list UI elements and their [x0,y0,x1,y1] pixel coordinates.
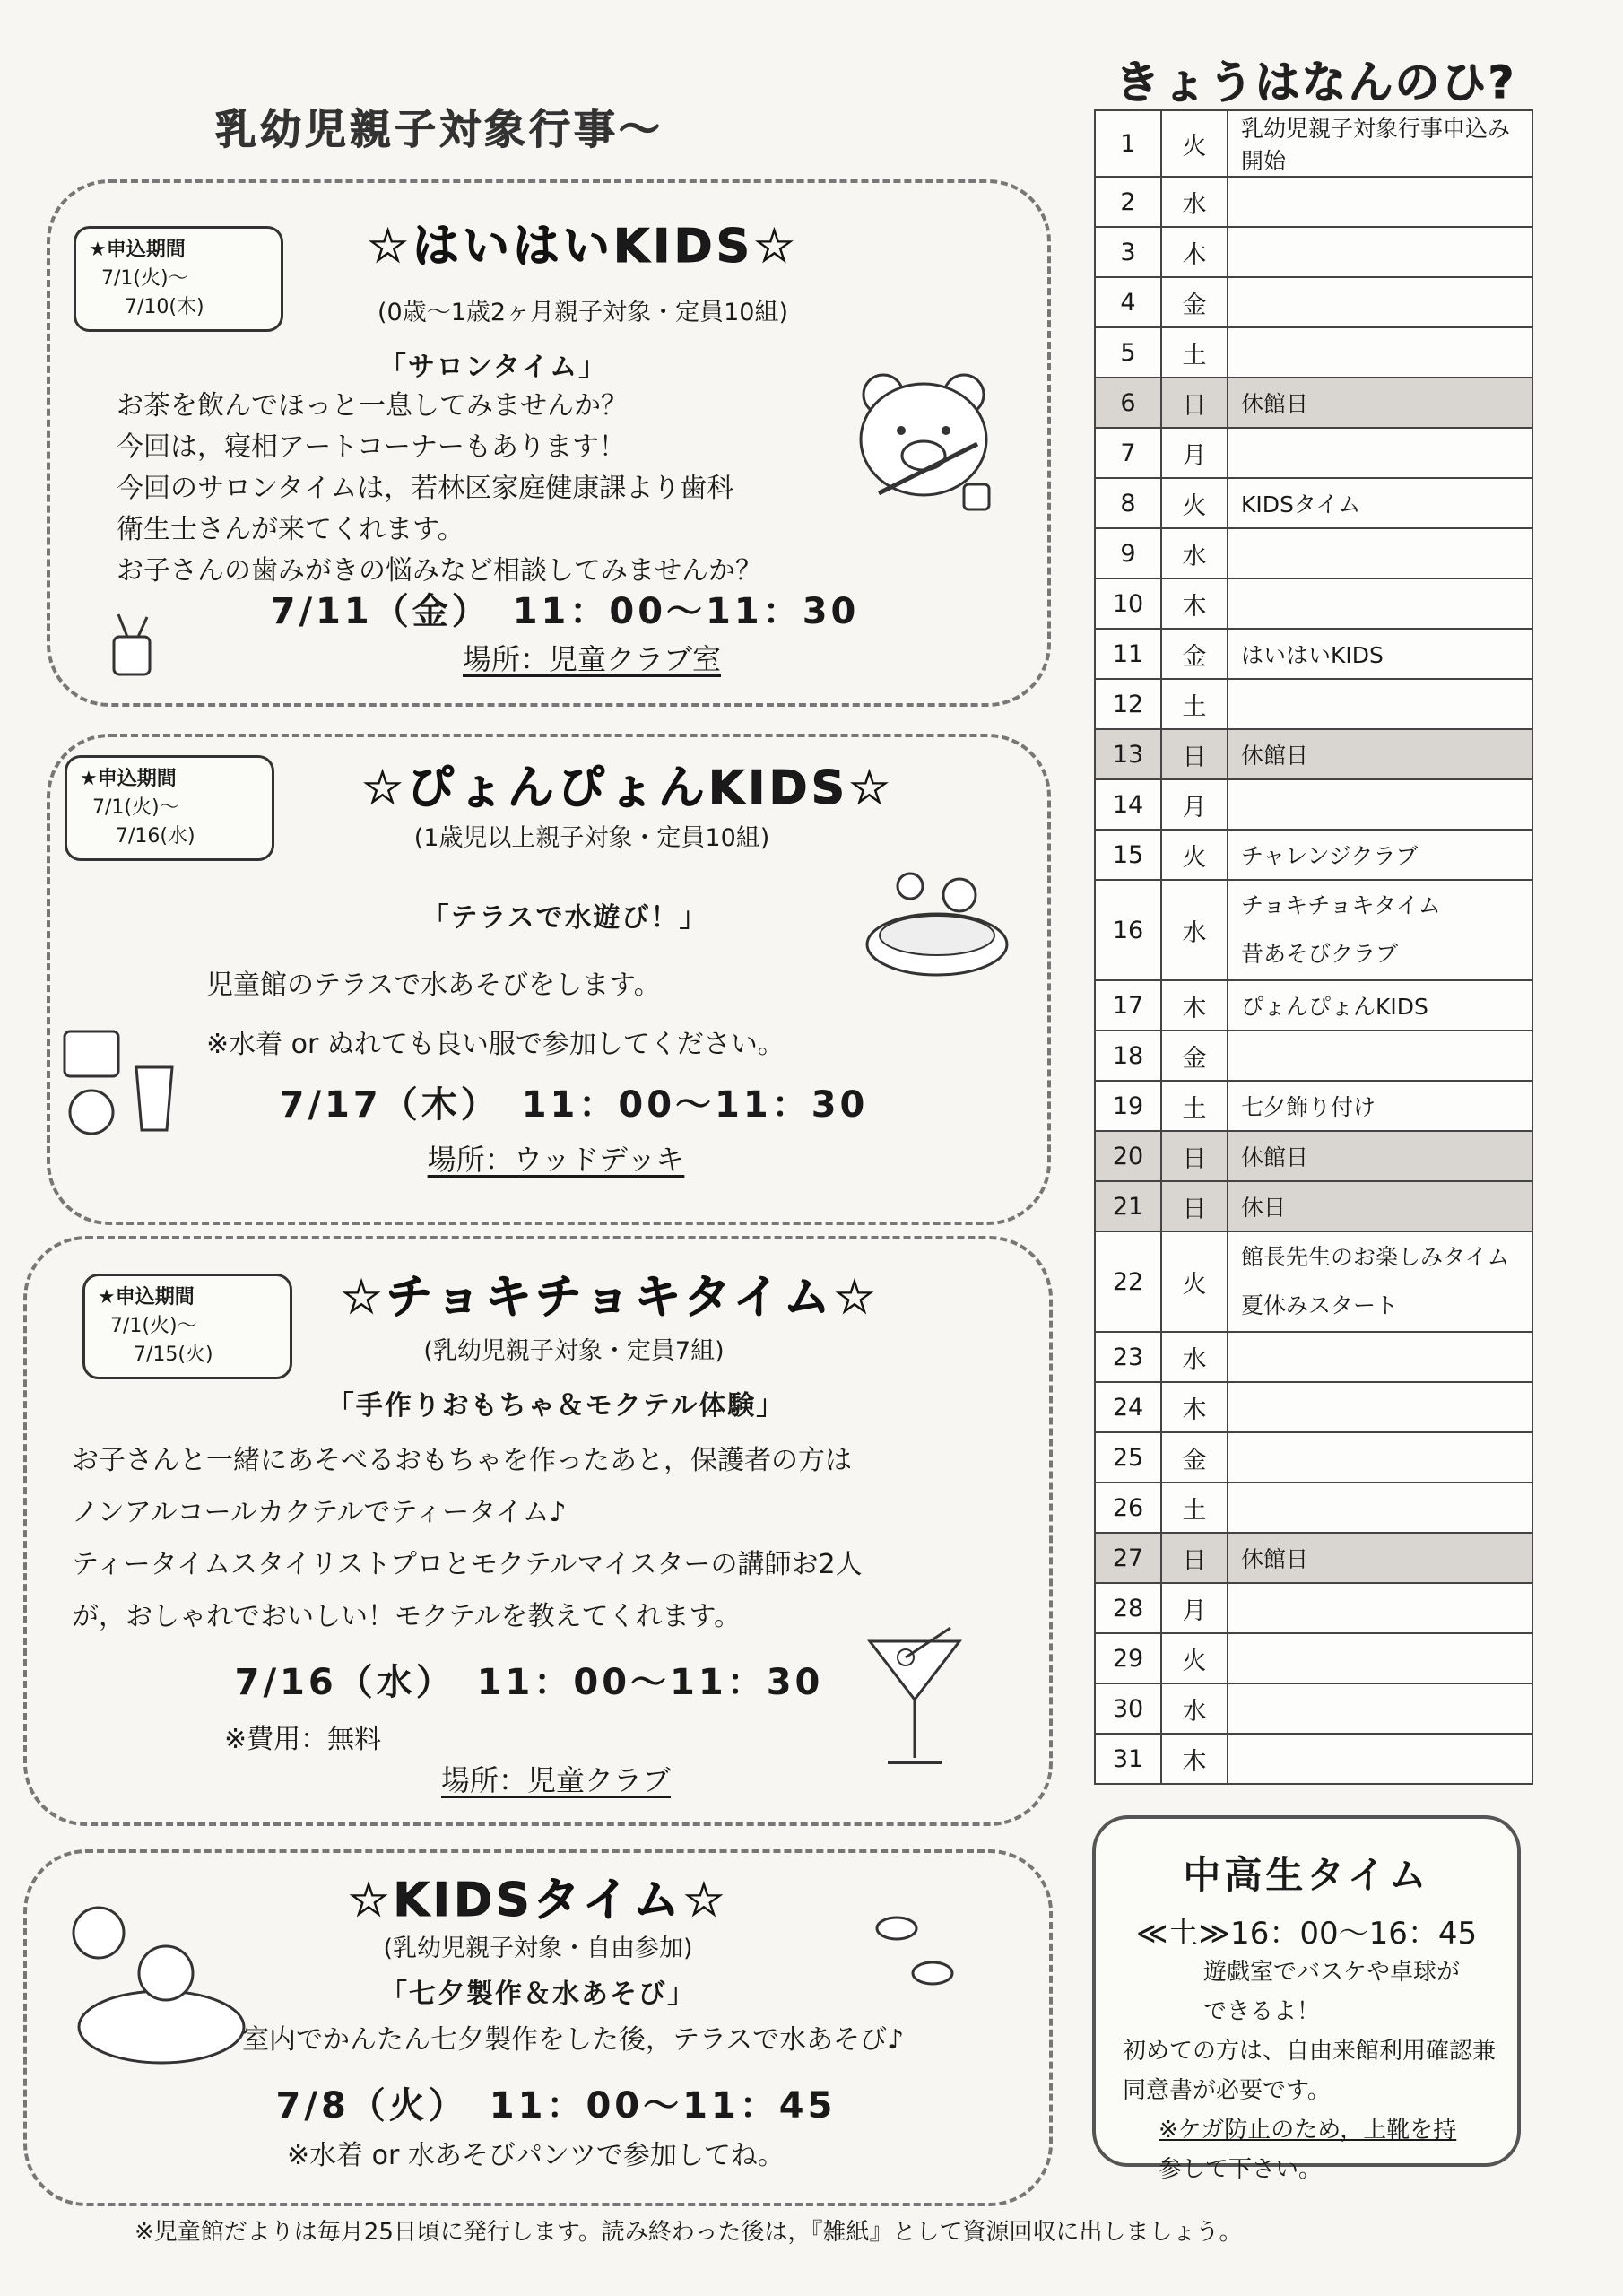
calendar-weekday: 月 [1161,779,1228,830]
calendar-weekday: 日 [1161,1181,1228,1231]
deadline-from: 7/1(火)〜 [101,267,188,290]
calendar-event [1228,629,1532,679]
calendar-weekday: 火 [1161,110,1228,177]
calendar-date: 5 [1095,327,1161,378]
calendar-event-text: 七夕飾り付け [1241,1094,1376,1120]
calendar-date: 6 [1095,378,1161,428]
calendar-weekday: 火 [1161,1633,1228,1683]
event-place: 場所：児童クラブ [440,1763,671,1797]
event-subtitle: (0歳〜1歳2ヶ月親子対象・定員10組) [378,299,788,326]
calendar-date: 12 [1095,679,1161,729]
calendar-weekday: 木 [1161,1734,1228,1784]
calendar-row [1095,629,1532,679]
deadline-label: ★申込期間 [98,1286,195,1309]
calendar-event-text: KIDSタイム [1241,491,1361,517]
calendar-row [1095,779,1532,830]
calendar-date: 21 [1095,1181,1161,1231]
calendar-weekday: 土 [1161,327,1228,378]
calendar-event [1228,880,1532,980]
calendar-date: 16 [1095,880,1161,980]
calendar-date: 18 [1095,1031,1161,1081]
calendar-weekday: 月 [1161,428,1228,478]
calendar-event-text: 休日 [1241,1195,1287,1221]
teen-line: できるよ！ [1203,1998,1321,2025]
calendar-title: きょうはなんのひ? [1115,57,1516,109]
calendar-event [1228,110,1532,177]
calendar-weekday: 水 [1161,528,1228,578]
calendar-date: 3 [1095,227,1161,277]
calendar-event [1228,277,1532,327]
calendar-date: 20 [1095,1131,1161,1181]
event-datetime: 7/8（火） 11：00〜11：45 [275,2085,837,2126]
calendar-row [1095,1432,1532,1483]
event-title: ☆ぴょんぴょんKIDS☆ [361,761,894,815]
event-title: ☆はいはいKIDS☆ [367,220,799,274]
event-datetime: 7/16（水） 11：00〜11：30 [234,1662,824,1703]
teen-time-box [1092,1815,1521,2183]
calendar-event [1228,980,1532,1031]
calendar-date: 24 [1095,1382,1161,1432]
calendar-event [1228,1131,1532,1181]
swimwear-icon [56,996,190,1148]
calendar-event [1228,1533,1532,1583]
calendar-row [1095,277,1532,327]
calendar-date: 14 [1095,779,1161,830]
calendar-event [1228,1483,1532,1533]
footer-note: ※児童館だよりは毎月25日頃に発行します。読み終わった後は，『雑紙』として資源回収に出しましょう。 [135,2219,1243,2246]
event-theme: 「七夕製作＆水あそび」 [380,1979,696,2010]
calendar-weekday: 火 [1161,478,1228,528]
calendar-row [1095,1031,1532,1081]
calendar-weekday: 金 [1161,1432,1228,1483]
calendar-row [1095,1231,1532,1332]
calendar-weekday: 日 [1161,1131,1228,1181]
calendar-row [1095,980,1532,1031]
calendar-row [1095,1734,1532,1784]
calendar-date: 22 [1095,1231,1161,1332]
deadline-to: 7/15(火) [134,1344,213,1366]
calendar-date: 2 [1095,177,1161,227]
calendar-date: 27 [1095,1533,1161,1583]
calendar-event [1228,428,1532,478]
calendar-event-text: 休館日 [1241,391,1309,417]
calendar-event-text: 夏休みスタート [1241,1292,1399,1318]
calendar-date: 1 [1095,110,1161,177]
calendar-event [1228,1382,1532,1432]
event-note: ※水着 or 水あそびパンツで参加してね。 [287,2140,785,2171]
teen-line: 同意書が必要です。 [1123,2077,1331,2104]
calendar-event-text: 乳幼児親子対象行事申込み開始 [1241,116,1511,174]
calendar-row [1095,378,1532,428]
deadline-to: 7/16(水) [116,825,195,848]
deadline-box [74,226,283,332]
goldfish-icon [861,1901,968,2000]
calendar-weekday: 土 [1161,1483,1228,1533]
event-place: 場所：ウッドデッキ [427,1143,685,1177]
calendar-row [1095,729,1532,779]
calendar-date: 15 [1095,830,1161,880]
event-datetime: 7/17（木） 11：00〜11：30 [279,1084,869,1126]
calendar-weekday: 水 [1161,1332,1228,1382]
calendar-weekday: 日 [1161,1533,1228,1583]
calendar-event-text: はいはいKIDS [1241,642,1384,668]
event-theme: 「サロンタイム」 [378,352,608,383]
calendar-event [1228,1081,1532,1131]
calendar-date: 9 [1095,528,1161,578]
calendar-event [1228,177,1532,227]
teen-time-title: 中高生タイム [1183,1853,1430,1897]
calendar-event [1228,779,1532,830]
body-line: お茶を飲んでほっと一息してみませんか？ [117,390,628,422]
calendar-date: 26 [1095,1483,1161,1533]
calendar-event [1228,578,1532,629]
calendar-date: 8 [1095,478,1161,528]
calendar-event [1228,378,1532,428]
deadline-from: 7/1(火)〜 [92,796,179,819]
deadline-from: 7/1(火)〜 [110,1315,197,1337]
calendar-row [1095,1332,1532,1382]
calendar-row [1095,177,1532,227]
calendar-event [1228,1231,1532,1332]
calendar-weekday: 火 [1161,830,1228,880]
calendar-event-text: チャレンジクラブ [1241,843,1419,869]
event-theme: 「テラスで水遊び！」 [421,902,708,934]
calendar-date: 30 [1095,1683,1161,1734]
body-line: お子さんと一緒にあそべるおもちゃを作ったあと，保護者の方は [72,1445,852,1476]
deadline-box [65,755,274,861]
calendar-event [1228,1181,1532,1231]
calendar-date: 4 [1095,277,1161,327]
teen-time-schedule: ≪土≫16：00〜16：45 [1135,1916,1478,1952]
calendar-row [1095,1583,1532,1633]
calendar-weekday: 金 [1161,277,1228,327]
event-fee: ※費用：無料 [224,1724,382,1755]
body-line: ティータイムスタイリストプロとモクテルマイスターの講師お2人 [72,1549,863,1580]
calendar-event [1228,1031,1532,1081]
toothbrush-cup-icon [100,610,163,682]
calendar-event-text: チョキチョキタイム [1241,892,1441,918]
body-line: が，おしゃれでおいしい！モクテルを教えてくれます。 [72,1601,742,1632]
calendar-date: 10 [1095,578,1161,629]
calendar-weekday: 金 [1161,629,1228,679]
calendar-table [1094,109,1533,1785]
calendar-row [1095,478,1532,528]
calendar-weekday: 火 [1161,1231,1228,1332]
calendar-date: 13 [1095,729,1161,779]
calendar-weekday: 水 [1161,880,1228,980]
event-subtitle: (乳幼児親子対象・定員7組) [423,1337,725,1365]
calendar-weekday: 木 [1161,980,1228,1031]
calendar-event-text: 休館日 [1241,1546,1309,1572]
event-subtitle: (1歳児以上親子対象・定員10組) [413,824,770,852]
calendar-event [1228,1633,1532,1683]
section-header: 乳幼児親子対象行事〜 [215,105,664,153]
calendar-event [1228,327,1532,378]
calendar-date: 19 [1095,1081,1161,1131]
calendar-weekday: 土 [1161,1081,1228,1131]
calendar-event [1228,679,1532,729]
calendar-date: 25 [1095,1432,1161,1483]
calendar-event-text: 休館日 [1241,1144,1309,1170]
calendar-event-text: 昔あそびクラブ [1241,941,1399,967]
event-subtitle: (乳幼児親子対象・自由参加) [383,1935,693,1962]
calendar-event-text: 休館日 [1241,743,1309,769]
calendar-row [1095,830,1532,880]
calendar-event [1228,1583,1532,1633]
teen-line: 参して下さい。 [1159,2156,1323,2183]
calendar-weekday: 月 [1161,1583,1228,1633]
calendar-weekday: 水 [1161,177,1228,227]
calendar-row [1095,578,1532,629]
calendar-date: 7 [1095,428,1161,478]
calendar-event [1228,528,1532,578]
body-line: ※水着 or ぬれても良い服で参加してください。 [206,1029,785,1060]
calendar-weekday: 木 [1161,1382,1228,1432]
calendar-event [1228,1432,1532,1483]
calendar-date: 31 [1095,1734,1161,1784]
calendar-event [1228,729,1532,779]
sun-pool-icon [54,1892,251,2072]
calendar-row [1095,1382,1532,1432]
calendar-weekday: 金 [1161,1031,1228,1081]
calendar-weekday: 木 [1161,578,1228,629]
calendar-row [1095,1533,1532,1583]
calendar-row [1095,679,1532,729]
calendar-row [1095,1683,1532,1734]
event-place: 場所：児童クラブ室 [462,642,721,676]
calendar-row [1095,327,1532,378]
event-body [72,1435,1022,1643]
calendar-row [1095,428,1532,478]
body-line: 衛生士さんが来てくれます。 [117,514,464,545]
calendar-date: 28 [1095,1583,1161,1633]
calendar-weekday: 土 [1161,679,1228,729]
event-title: ☆チョキチョキタイム☆ [340,1271,880,1325]
teen-line: 初めての方は、自由来館利用確認兼 [1123,2038,1497,2065]
bear-toothbrush-icon [843,359,1004,520]
calendar-date: 23 [1095,1332,1161,1382]
body-line: 今回のサロンタイムは，若林区家庭健康課より歯科 [117,473,734,504]
teen-line: ※ケガ防止のため，上靴を持 [1159,2117,1457,2144]
event-body [117,386,870,592]
calendar-weekday: 水 [1161,1683,1228,1734]
body-line: ノンアルコールカクテルでティータイム♪ [72,1497,567,1528]
calendar-row [1095,528,1532,578]
body-line: 今回は，寝相アートコーナーもあります！ [117,431,626,463]
calendar-row [1095,1633,1532,1683]
calendar-date: 17 [1095,980,1161,1031]
event-title: ☆KIDSタイム☆ [347,1874,729,1927]
calendar-row [1095,227,1532,277]
pool-kids-icon [861,859,1013,985]
calendar-event [1228,830,1532,880]
calendar-row [1095,880,1532,980]
deadline-label: ★申込期間 [89,239,186,261]
teen-line: 遊戯室でバスケや卓球が [1203,1959,1461,1986]
calendar-weekday: 日 [1161,378,1228,428]
body-line: 室内でかんたん七夕製作をした後，テラスで水あそび♪ [242,2024,905,2056]
event-body [242,2020,1031,2061]
calendar-event [1228,1332,1532,1382]
calendar-event-text: 館長先生のお楽しみタイム [1241,1244,1510,1270]
calendar-row [1095,1081,1532,1131]
event-datetime: 7/11（金） 11：00〜11：30 [270,591,860,632]
calendar-event [1228,1683,1532,1734]
calendar-date: 29 [1095,1633,1161,1683]
calendar-row [1095,1181,1532,1231]
calendar-date: 11 [1095,629,1161,679]
calendar-event [1228,478,1532,528]
cocktail-glass-icon [861,1623,968,1776]
calendar-weekday: 日 [1161,729,1228,779]
calendar-event [1228,1734,1532,1784]
deadline-to: 7/10(木) [125,296,204,318]
event-theme: 「手作りおもちゃ＆モクテル体験」 [326,1390,785,1422]
calendar-row [1095,1483,1532,1533]
body-line: お子さんの歯みがきの悩みなど相談してみませんか？ [117,555,762,587]
calendar-event-text: ぴょんぴょんKIDS [1241,994,1428,1020]
body-line: 児童館のテラスで水あそびをします。 [206,970,661,1001]
calendar-weekday: 木 [1161,227,1228,277]
calendar-event [1228,227,1532,277]
calendar-row [1095,110,1532,177]
deadline-box [82,1274,292,1379]
calendar-row [1095,1131,1532,1181]
deadline-label: ★申込期間 [80,768,177,790]
